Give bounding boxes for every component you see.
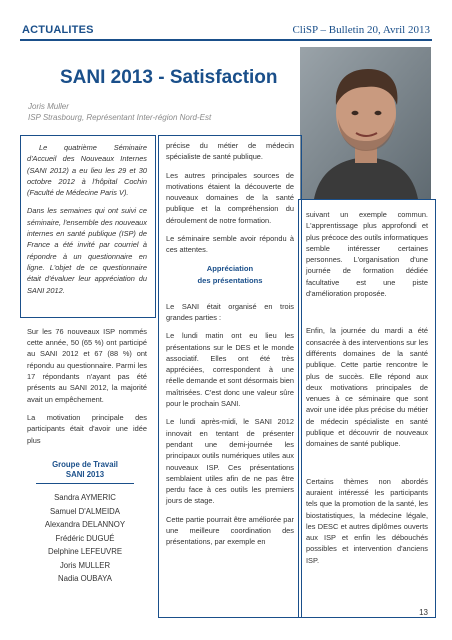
paragraph: La motivation principale des participants était d'avoir une idée plus [27, 412, 147, 445]
paragraph: Enfin, la journée du mardi a été consacrée à des interventions sur les différents domaines de la santé publique. Cette partie rencontre le plus de succès. Elle répond aux deux motivations principales de venues à ce séminaire que sont avoir une idée plus précise du métier de médecin spécialiste en santé publique et découvrir de nouveaux domaines de santé publique. [306, 326, 429, 449]
group-member: Frédéric DUGUÉ [55, 533, 115, 543]
author-role: ISP Strasbourg, Représentant Inter-région Nord-Est [28, 113, 212, 122]
portrait-icon [300, 47, 431, 199]
header-rule [20, 39, 432, 41]
group-member: Alexandra DELANNOY [44, 520, 126, 529]
working-group-title-line: Groupe de Travail [52, 460, 118, 469]
group-member: Joris MULLER [59, 560, 111, 570]
bulletin-label: CliSP – Bulletin 20, Avril 2013 [292, 24, 430, 36]
paragraph: Sur les 76 nouveaux ISP nommés cette année, 50 (65 %) ont participé au SANI 2012 et 67 (88 %) ont répondu au questionnaire. Parmi les 17 répondants n'ayant pas été présents au SANI 2012, la majorité avait un empêchement. [27, 326, 147, 404]
paragraph: Cette partie pourrait être améliorée par une meilleure coordination des présentations, par exemple en [166, 514, 294, 547]
working-group-title [36, 460, 134, 484]
group-member: Delphine LEFEUVRE [47, 547, 123, 556]
group-member: Nadia OUBAYA [58, 574, 112, 583]
author-name: Joris Muller [28, 102, 69, 111]
author-block [28, 101, 211, 123]
paragraph: précise du métier de médecin spécialiste de santé publique. [166, 141, 294, 162]
page-number: 13 [419, 608, 428, 617]
subheading-line: des présentations [197, 275, 263, 285]
section-subheading [166, 263, 294, 287]
paragraph: Le SANI était organisé en trois grandes parties : [166, 301, 294, 322]
portrait-photo [300, 47, 431, 199]
paragraph: suivant un exemple commun. L'apprentissage plus approfondi et plus précoce des outils informatiques semble intéresser certaines personnes. L'organisation d'une journée de formation dédiée facultative est une piste d'amélioration proposée. [306, 210, 428, 299]
working-group-title-line: SANI 2013 [65, 470, 105, 479]
intro-paragraph-2: Dans les semaines qui ont suivi ce séminaire, l'ensemble des nouveaux internes en santé publique (ISP) de France a été invité par courriel à répondre à un questionnaire en ligne. L'objet de ce questionnaire était d'évaluer leur appréciation du SANI 2012. [27, 206, 147, 295]
group-member: Sandra AYMERIC [54, 493, 116, 502]
intro-paragraph-1: Le quatrième Séminaire d'Accueil des Nouveaux Internes (SANI 2012) a eu lieu les 29 et 30 octobre 2012 à l'hôpital Cochin (Faculté de Médecine Paris V). [27, 143, 147, 198]
paragraph: Le séminaire semble avoir répondu à ces attentes. [166, 234, 294, 255]
column-left [27, 142, 147, 453]
section-label: ACTUALITES [22, 24, 94, 36]
paragraph: Les autres principales sources de motivations étaient la découverte de nouveaux domaines de la santé publique et la compréhension du déroulement de notre formation. [166, 170, 294, 225]
paragraph: Le lundi matin ont eu lieu les présentations sur le DES et le monde associatif. Elles ont été très appréciées, correspondent à une réelle demande et sont désormais bien maîtrisées. C'est donc une valeur sûre pour le prochain SANI. [166, 331, 294, 409]
column-right [306, 209, 428, 573]
subheading-line: Appréciation [206, 263, 254, 273]
paragraph: Certains thèmes non abordés auraient intéressé les participants tels que la promotion de la santé, les biostatistiques, la médecine légale, les DESC et autres diplômes ouverts aux ISP et enfin les débouchés possibles et intervention d'anciens ISP. [306, 476, 428, 565]
group-member: Samuel D'ALMEIDA [50, 506, 120, 516]
article-title: SANI 2013 - Satisfaction [60, 67, 278, 88]
column-middle [166, 140, 294, 555]
working-group-box [28, 460, 142, 615]
paragraph: Le lundi après-midi, le SANI 2012 innovait en tentant de présenter pendant une demi-journée les principaux outils numériques utiles aux nouveaux ISP. Ces présentations semblaient utiles afin de ne pas être perdu face à ces outils les premiers jours de stage. [166, 417, 294, 506]
